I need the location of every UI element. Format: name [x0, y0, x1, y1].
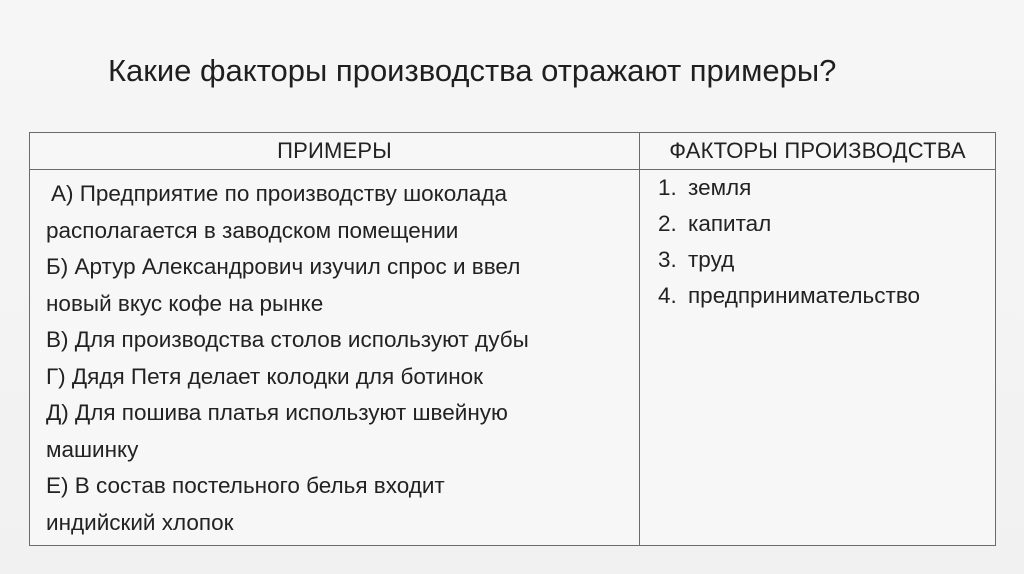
example-line: новый вкус кофе на рынке	[46, 290, 324, 316]
example-item-v	[46, 322, 631, 359]
factor-label: труд	[688, 247, 735, 272]
header-factors: ФАКТОРЫ ПРОИЗВОДСТВА	[640, 133, 996, 170]
example-line: Б) Артур Александрович изучил спрос и ввел	[46, 254, 521, 279]
slide-title: Какие факторы производства отражают примеры?	[108, 53, 837, 88]
example-line: располагается в заводском помещении	[46, 217, 459, 243]
example-line: Е) В состав постельного белья входит	[46, 473, 445, 498]
example-item-g	[46, 359, 631, 396]
factor-number: 3.	[658, 247, 677, 272]
factor-item-capital	[658, 206, 987, 242]
factors-cell	[640, 170, 996, 546]
example-item-b	[46, 249, 631, 322]
example-item-e	[46, 468, 631, 541]
factor-list	[658, 170, 987, 314]
example-line: Г) Дядя Петя делает колодки для ботинок	[46, 363, 484, 389]
example-line: индийский хлопок	[46, 509, 234, 535]
examples-table	[29, 132, 996, 546]
factor-label: земля	[688, 175, 752, 200]
header-examples: ПРИМЕРЫ	[30, 133, 640, 170]
factor-number: 1.	[658, 175, 677, 200]
example-item-a	[46, 176, 631, 249]
example-line: В) Для производства столов используют дубы	[46, 327, 529, 352]
table-header-row	[30, 133, 996, 170]
examples-cell	[30, 170, 640, 546]
example-line: машинку	[46, 436, 139, 462]
example-line: Д) Для пошива платья используют швейную	[46, 400, 508, 425]
example-line: А) Предприятие по производству шоколада	[51, 181, 508, 206]
factor-label: капитал	[688, 211, 772, 236]
factor-label: предпринимательство	[688, 283, 921, 308]
example-item-d	[46, 395, 631, 468]
factor-number: 2.	[658, 211, 677, 236]
factor-item-land	[658, 170, 987, 206]
factor-item-entrepreneurship	[658, 278, 987, 314]
table-body-row	[30, 170, 996, 546]
factor-number: 4.	[658, 283, 677, 308]
factor-item-labor	[658, 242, 987, 278]
